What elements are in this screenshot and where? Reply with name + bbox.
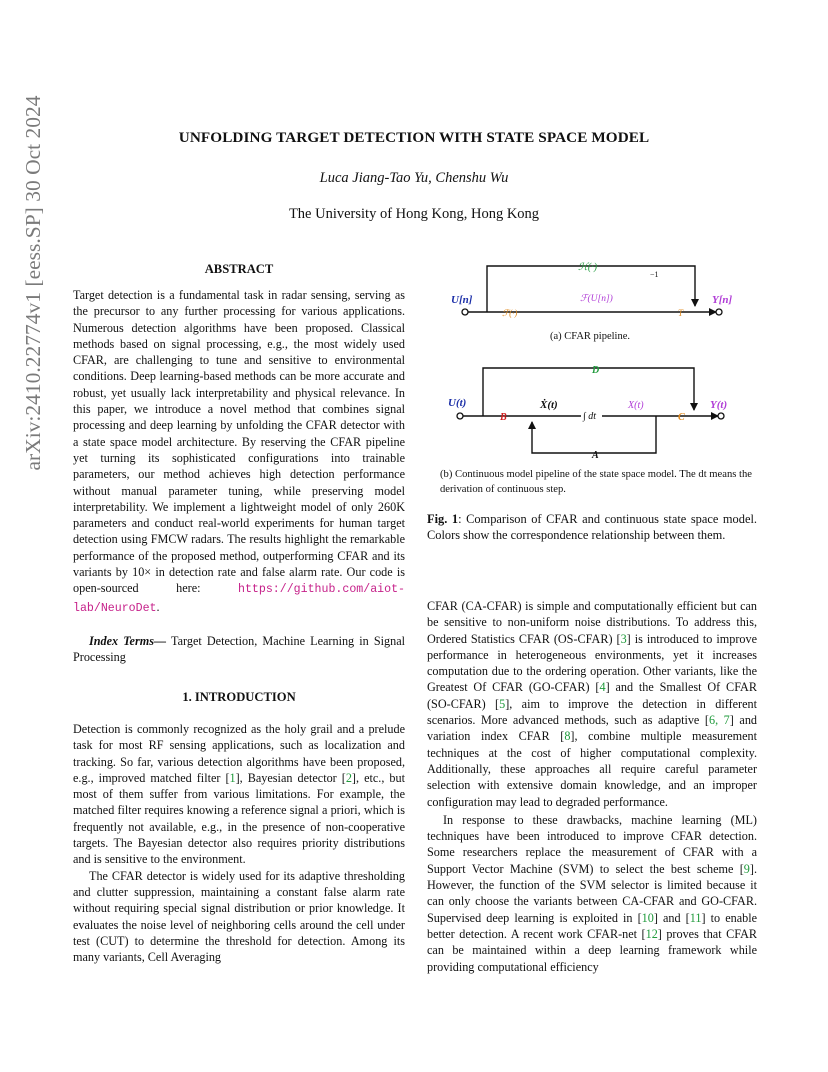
intro-text: Detection is commonly recognized as the holy grail and a prelude task for most RF sensing applications, such as localization and tracking. So far, various detection algorithms have been proposed, e.g., improved matched filter [ <box>73 722 405 785</box>
body-text: ] is introduced to improve performance in heterogeneous environments, yet it increases computation due to the ordering operation. Other variants, like the Greatest Of CFAR (GO-CFAR) [ <box>427 631 757 695</box>
body-text: ] and [ <box>653 910 690 925</box>
citation-link[interactable]: 5 <box>499 696 506 711</box>
citation-link[interactable]: 4 <box>599 680 606 695</box>
body-text: ] to enable better detection. A recent work CFAR-net [ <box>427 910 757 941</box>
figure-caption <box>427 511 757 544</box>
abstract-end: . <box>156 599 160 614</box>
figure-caption-text: : Comparison of CFAR and continuous state space model. Colors show the correspondence relationship between them. <box>427 512 757 543</box>
arxiv-side-label: arXiv:2410.22774v1 [eess.SP] 30 Oct 2024 <box>21 95 45 471</box>
body-text: CFAR (CA-CFAR) is simple and computationally efficient but can be sensitive to non-uniform noise distributions. To address this, Ordered Statistics CFAR (OS-CFAR) [ <box>427 599 757 646</box>
citation-link[interactable]: 3 <box>620 631 627 646</box>
fig-b-x-label: X(t) <box>628 400 644 411</box>
index-terms-label: Index Terms— <box>89 634 167 648</box>
fig-a-h-label: ℋ(·) <box>578 262 598 273</box>
citation-link[interactable]: 12 <box>645 926 658 941</box>
figure-label: Fig. 1 <box>427 512 459 526</box>
figure-cfar-pipeline <box>440 256 760 348</box>
body-text: ], aim to improve the detection in different scenarios. More advanced methods, such as adaptive [ <box>427 696 757 728</box>
introduction-heading: 1. INTRODUCTION <box>182 690 296 704</box>
fig-a-t-label: T <box>678 308 684 318</box>
introduction-body <box>73 721 405 965</box>
paper-title: UNFOLDING TARGET DETECTION WITH STATE SPACE MODEL <box>178 129 650 146</box>
fig-b-integral-label: ∫ dt <box>583 411 597 422</box>
intro-text: ], etc., but most of them suffer from various limitations. For example, the matched filter requires knowing a reference signal a priori, which is frequently not available, e.g., in the presence of non-cooperative targets. The Bayesian detector also requires priority distributions and is sensitive to the environment. <box>73 770 405 867</box>
abstract-body <box>73 287 405 617</box>
fig-b-caption: (b) Continuous model pipeline of the state space model. The dt means the derivation of continuous step. <box>440 469 752 495</box>
fig-b-d-label: D <box>592 365 600 376</box>
intro-paragraph-2: The CFAR detector is widely used for its adaptive thresholding and clutter suppression, maintaining a constant false alarm rate without requiring special signal distribution or prior knowledge. It evaluates the noise level of neighboring cells around the cell under test (CUT) to determine the threshold for detection. Among its many variants, Cell Averaging <box>73 868 405 965</box>
index-terms <box>73 633 405 666</box>
figure-state-space-pipeline <box>440 356 760 466</box>
body-text: ] and variation index CFAR [ <box>427 713 758 744</box>
body-text: ], combine multiple measurement techniques at the cost of higher computational complexity. Additionally, these approaches all require careful parameter selection with extensive domain knowledge, and an improper configuration may lead to degraded performance. <box>427 729 757 809</box>
citation-link[interactable]: 6, 7 <box>708 713 730 728</box>
intro-text: ], Bayesian detector [ <box>235 770 346 785</box>
fig-b-output-label: Y(t) <box>710 399 728 411</box>
fig-b-a-label: A <box>592 450 599 461</box>
fig-a-caption: (a) CFAR pipeline. <box>549 331 631 342</box>
body-text: ]. However, the function of the SVM selector is limited because it can only choose the variants between CA-CFAR and GO-CFAR. Supervised deep learning is exploited in [ <box>427 861 757 925</box>
abstract-heading: ABSTRACT <box>204 262 274 276</box>
citation-link[interactable]: 11 <box>689 910 702 925</box>
fig-b-xdot-label: Ẋ(t) <box>540 399 558 411</box>
citation-link[interactable]: 1 <box>229 770 236 785</box>
body-text: ] proves that CFAR can be maintained within a deep learning framework while providing computational efficiency <box>427 926 757 974</box>
fig-b-b-label: B <box>500 412 507 423</box>
right-column-body <box>427 598 757 975</box>
fig-a-f-label: ℱ(·) <box>502 308 518 318</box>
code-link[interactable]: https://github.com/aiot-lab/NeuroDet <box>73 583 405 615</box>
citation-link[interactable]: 2 <box>345 770 352 785</box>
citation-link[interactable]: 9 <box>743 861 750 876</box>
fig-b-c-label: C <box>678 412 685 423</box>
fig-a-inverse-label: −1 <box>650 270 659 279</box>
body-text: ] and the Smallest Of CFAR (SO-CFAR) [ <box>427 680 757 711</box>
citation-link[interactable]: 10 <box>641 910 654 925</box>
paper-affiliation: The University of Hong Kong, Hong Kong <box>288 206 540 222</box>
body-text: In response to these drawbacks, machine learning (ML) techniques have been introduced to improve CFAR detection. Some researchers replace the measurement of CFAR with a Support Vector Machine (SVM) to select the best scheme [ <box>427 812 757 876</box>
index-terms-text: Target Detection, Machine Learning in Signal Processing <box>73 634 405 665</box>
fig-a-output-label: Y[n] <box>712 294 733 306</box>
paper-authors: Luca Jiang-Tao Yu, Chenshu Wu <box>319 170 509 186</box>
abstract-text: Target detection is a fundamental task in radar sensing, serving as the precursor to any further processing for various applications. Numerous detection algorithms have been proposed. Classical methods based on signal processing, e.g., the most widely used CFAR, are challenging to tune and sensitive to environmental conditions. Deep learning-based methods can be more accurate and robust, yet usually lack interpretability and physical relevance. In this paper, we introduce a novel method that combines signal processing and deep learning by unfolding the CFAR detector with a state space model architecture. By reserving the CFAR pipeline yet turning its sophisticated configurations into trainable parameters, our method achieves high detection performance without manual parameter tuning, while preserving model interpretability. We implement a lightweight model of only 260K parameters and conduct real-world experiments for human target detection using FMCW radars. The results highlight the remarkable performance of the proposed method, outperforming CFAR and its variants by 10× in detection rate and false alarm rate. Our code is open-sourced here: <box>73 288 405 596</box>
fig-a-fu-label: ℱ(U[n]) <box>580 294 613 304</box>
fig-a-input-label: U[n] <box>451 294 473 306</box>
citation-link[interactable]: 8 <box>564 729 571 744</box>
fig-b-input-label: U(t) <box>448 397 467 409</box>
